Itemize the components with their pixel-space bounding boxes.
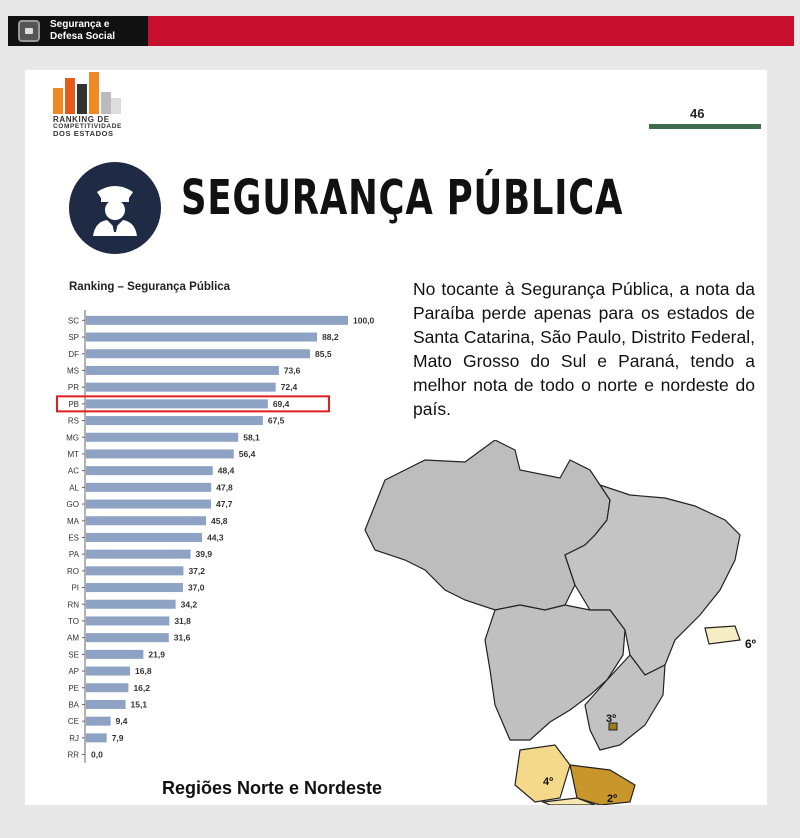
map-label-2: 2º [607, 793, 618, 805]
chart-bar [86, 600, 176, 609]
chart-value-label: 31,6 [173, 632, 191, 643]
description-text: No tocante à Segurança Pública, a nota da Paraíba perde apenas para os estados de Santa Catarina, São Paulo, Distrito Federal, Mato Grosso do Sul e Paraná, tendo a melhor nota de todo o norte e nordeste do país. [413, 279, 755, 419]
chart-category-label: AL [69, 483, 79, 493]
chart-value-label: 37,0 [187, 582, 205, 593]
page-number: 46 [690, 106, 705, 121]
chart-value-label: 34,2 [180, 599, 198, 610]
chart-bar [86, 449, 234, 458]
chart-value-label: 16,8 [135, 666, 152, 677]
chart-value-label: 45,8 [210, 515, 228, 526]
brazil-map [345, 440, 767, 805]
ranking-logo [53, 72, 133, 142]
logo-bars-icon [53, 72, 123, 114]
chart-bar [86, 566, 183, 575]
chart-bar [86, 416, 263, 425]
chart-category-label: PI [71, 583, 79, 593]
chart-bar [86, 349, 310, 358]
chart-value-label: 7,9 [111, 732, 124, 743]
chart-category-label: PA [68, 550, 79, 560]
state-crest-icon [18, 20, 40, 42]
map-state-pb [705, 626, 740, 644]
chart-category-label: SC [67, 316, 79, 326]
chart-title: Ranking – Segurança Pública [69, 281, 231, 293]
org-label [50, 19, 130, 43]
chart-value-label: 56,4 [238, 448, 256, 459]
chart-bar [86, 483, 211, 492]
chart-bar [86, 583, 183, 592]
chart-value-label: 44,3 [207, 532, 224, 543]
chart-category-label: RR [67, 750, 79, 760]
chart-bar [86, 433, 238, 442]
map-states [365, 440, 740, 805]
chart-value-label: 69,4 [272, 398, 290, 409]
chart-value-label: 48,4 [217, 465, 235, 476]
logo-line3: DOS ESTADOS [53, 129, 114, 138]
chart-value-label: 39,9 [195, 549, 213, 560]
chart-bar [86, 650, 143, 659]
page-number-rule [649, 124, 761, 129]
chart-category-label: MS [67, 366, 79, 376]
map-label-4: 4º [543, 776, 554, 788]
chart-category-label: DF [68, 349, 79, 359]
chart-value-label: 15,1 [130, 699, 148, 710]
chart-value-label: 72,4 [280, 382, 298, 393]
chart-value-label: 85,5 [315, 348, 332, 359]
chart-value-label: 47,7 [215, 499, 233, 510]
org-label-line1: Segurança e [50, 19, 110, 30]
top-bar [8, 16, 794, 46]
chart-value-label: 0,0 [91, 749, 103, 760]
logo-line1: RANKING DE [53, 115, 110, 124]
chart-value-label: 9,4 [115, 716, 128, 727]
map-north-region [365, 440, 610, 610]
chart-category-label: RJ [69, 733, 79, 743]
chart-bar [86, 633, 169, 642]
chart-bar [86, 733, 107, 742]
logo-text [53, 116, 133, 137]
map-state-ms [515, 745, 570, 802]
chart-category-label: PE [68, 683, 79, 693]
chart-bar [86, 700, 126, 709]
chart-value-label: 37,2 [188, 565, 206, 576]
chart-bar [86, 616, 169, 625]
map-label-6: 6º [745, 637, 757, 651]
chart-value-label: 31,8 [174, 615, 191, 626]
logo-line2: COMPETITIVIDADE [53, 123, 122, 130]
org-label-line2: Defesa Social [50, 31, 116, 42]
chart-value-label: 16,2 [133, 682, 150, 693]
chart-value-label: 67,5 [267, 415, 285, 426]
chart-bar [86, 366, 279, 375]
chart-value-label: 47,8 [216, 482, 233, 493]
chart-category-label: RO [67, 566, 79, 576]
chart-category-label: GO [66, 500, 79, 510]
map-caption: Regiões Norte e Nordeste [162, 778, 383, 798]
chart-category-label: PR [67, 383, 79, 393]
map-label-3: 3º [606, 713, 617, 725]
chart-bar [86, 500, 211, 509]
chart-category-label: ES [68, 533, 79, 543]
chart-bar [86, 399, 268, 408]
chart-bar [86, 717, 111, 726]
chart-category-label: MT [67, 449, 79, 459]
chart-category-label: SP [68, 333, 79, 343]
org-header [8, 16, 148, 46]
chart-value-label: 58,1 [243, 432, 260, 443]
chart-category-label: AC [67, 466, 79, 476]
chart-bar [86, 383, 276, 392]
chart-bar [86, 316, 348, 325]
report-page [25, 70, 767, 805]
chart-category-label: TO [68, 616, 79, 626]
chart-category-label: AM [67, 633, 79, 643]
police-officer-icon [69, 162, 161, 254]
chart-category-label: CE [67, 717, 79, 727]
chart-bar [86, 533, 202, 542]
chart-category-label: SE [68, 650, 79, 660]
chart-bar [86, 333, 317, 342]
chart-bar [86, 466, 213, 475]
chart-value-label: 100,0 [353, 315, 375, 326]
chart-bar [86, 667, 130, 676]
chart-bar [86, 683, 128, 692]
chart-category-label: PB [68, 399, 79, 409]
chart-category-label: MA [67, 516, 79, 526]
chart-category-label: RN [67, 600, 79, 610]
chart-category-label: RS [67, 416, 79, 426]
chart-category-label: BA [68, 700, 79, 710]
chart-bar [86, 516, 206, 525]
chart-value-label: 21,9 [148, 649, 165, 660]
chart-category-label: MG [66, 433, 79, 443]
chart-bar [86, 550, 191, 559]
chart-value-label: 73,6 [283, 365, 301, 376]
chart-category-label: AP [68, 667, 79, 677]
chart-value-label: 88,2 [322, 332, 339, 343]
page-title: SEGURANÇA PÚBLICA [181, 170, 624, 226]
